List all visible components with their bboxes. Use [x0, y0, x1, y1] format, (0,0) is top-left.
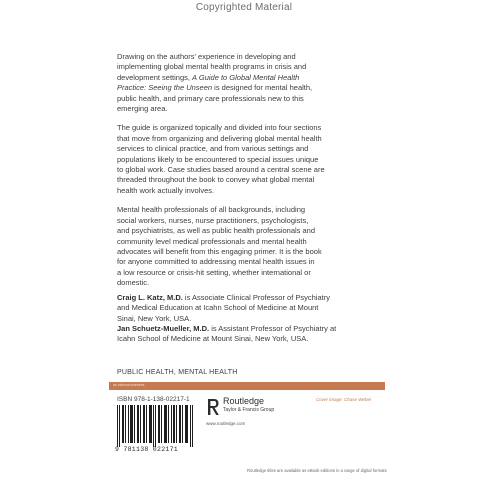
text-line: The guide is organized topically and divided into four sections [117, 123, 322, 133]
author-bio-schuetz-mueller [117, 324, 379, 345]
cover-image-credit: Cover image: Chase Weber [316, 397, 372, 402]
text-line: populations likely to be encountered to special issues unique [117, 154, 319, 164]
copyright-watermark: Copyrighted Material [195, 2, 293, 13]
text-line: Icahn School of Medicine at Mount Sinai, New York, USA. [117, 334, 309, 344]
text-segment: is Associate Clinical Professor of Psychiatry [182, 293, 330, 302]
text-line [117, 293, 379, 303]
text-line: a low resource or crisis-hit setting, whether international or [117, 267, 311, 277]
barcode-number: 9 781138 022171 [115, 446, 179, 453]
isbn-barcode [115, 405, 197, 447]
text-line: public health, and primary care professionals new to this [117, 93, 304, 103]
text-line: implementing global mental health programs in crisis and [117, 62, 307, 72]
book-title: A Guide to Global Mental Health [192, 72, 300, 82]
text-line: advocates will benefit from this engaging primer. It is the book [117, 246, 322, 256]
author-bio-katz [117, 293, 379, 324]
text-line: that move from organizing and delivering global mental health [117, 133, 322, 143]
text-line [117, 324, 379, 334]
text-line: and Medical Education at Icahn School of Medicine at Mount [117, 303, 319, 313]
isbn-label: ISBN 978-1-138-02217-1 [117, 396, 190, 403]
text-line: threaded throughout the book to convey what global mental [117, 175, 315, 185]
routledge-logo-icon [206, 398, 220, 416]
ebook-availability-note: Routledge titles are available as eBook editions in a range of digital formats [247, 468, 387, 473]
text-line: for anyone committed to addressing mental health issues in [117, 257, 315, 267]
book-title: Practice: Seeing the Unseen [117, 83, 213, 93]
text-line: social workers, nurses, nurse practitioners, psychologists, [117, 215, 309, 225]
text-segment: development settings, [117, 72, 193, 82]
description-paragraph-2 [117, 123, 379, 196]
text-line [117, 73, 379, 83]
publisher-accent-bar [109, 382, 385, 390]
text-line: community level medical professionals and mental health [117, 236, 307, 246]
description-paragraph-3 [117, 205, 379, 288]
publisher-url: www.routledge.com [206, 421, 246, 426]
publisher-group: Taylor & Francis Group [223, 407, 275, 413]
text-line: Drawing on the authors' experience in developing and [117, 52, 296, 61]
text-line: and psychiatrists, as well as public health professionals and [117, 226, 316, 236]
author-name: Craig L. Katz, M.D. [117, 293, 183, 302]
text-line: health work actually involves. [117, 185, 215, 195]
text-line: services to clinical practice, and from various settings and [117, 144, 309, 154]
text-line: domestic. [117, 278, 150, 288]
description-paragraph-1 [117, 52, 379, 114]
book-description [117, 52, 379, 298]
subject-category: PUBLIC HEALTH, MENTAL HEALTH [117, 369, 238, 376]
informa-tagline: an informa business [113, 383, 145, 387]
text-line: Sinai, New York, USA. [117, 313, 192, 323]
text-segment: is Assistant Professor of Psychiatry at [209, 324, 337, 333]
text-line: to global work. Case studies based around a central scene are [117, 165, 325, 175]
publisher-block [206, 396, 296, 430]
publisher-name: Routledge [223, 396, 265, 406]
text-segment: is designed for mental health, [212, 83, 313, 93]
text-line: Mental health professionals of all backgrounds, including [117, 205, 306, 215]
author-name: Jan Schuetz-Mueller, M.D. [117, 324, 210, 333]
text-line: emerging area. [117, 104, 168, 114]
text-line [117, 83, 379, 93]
